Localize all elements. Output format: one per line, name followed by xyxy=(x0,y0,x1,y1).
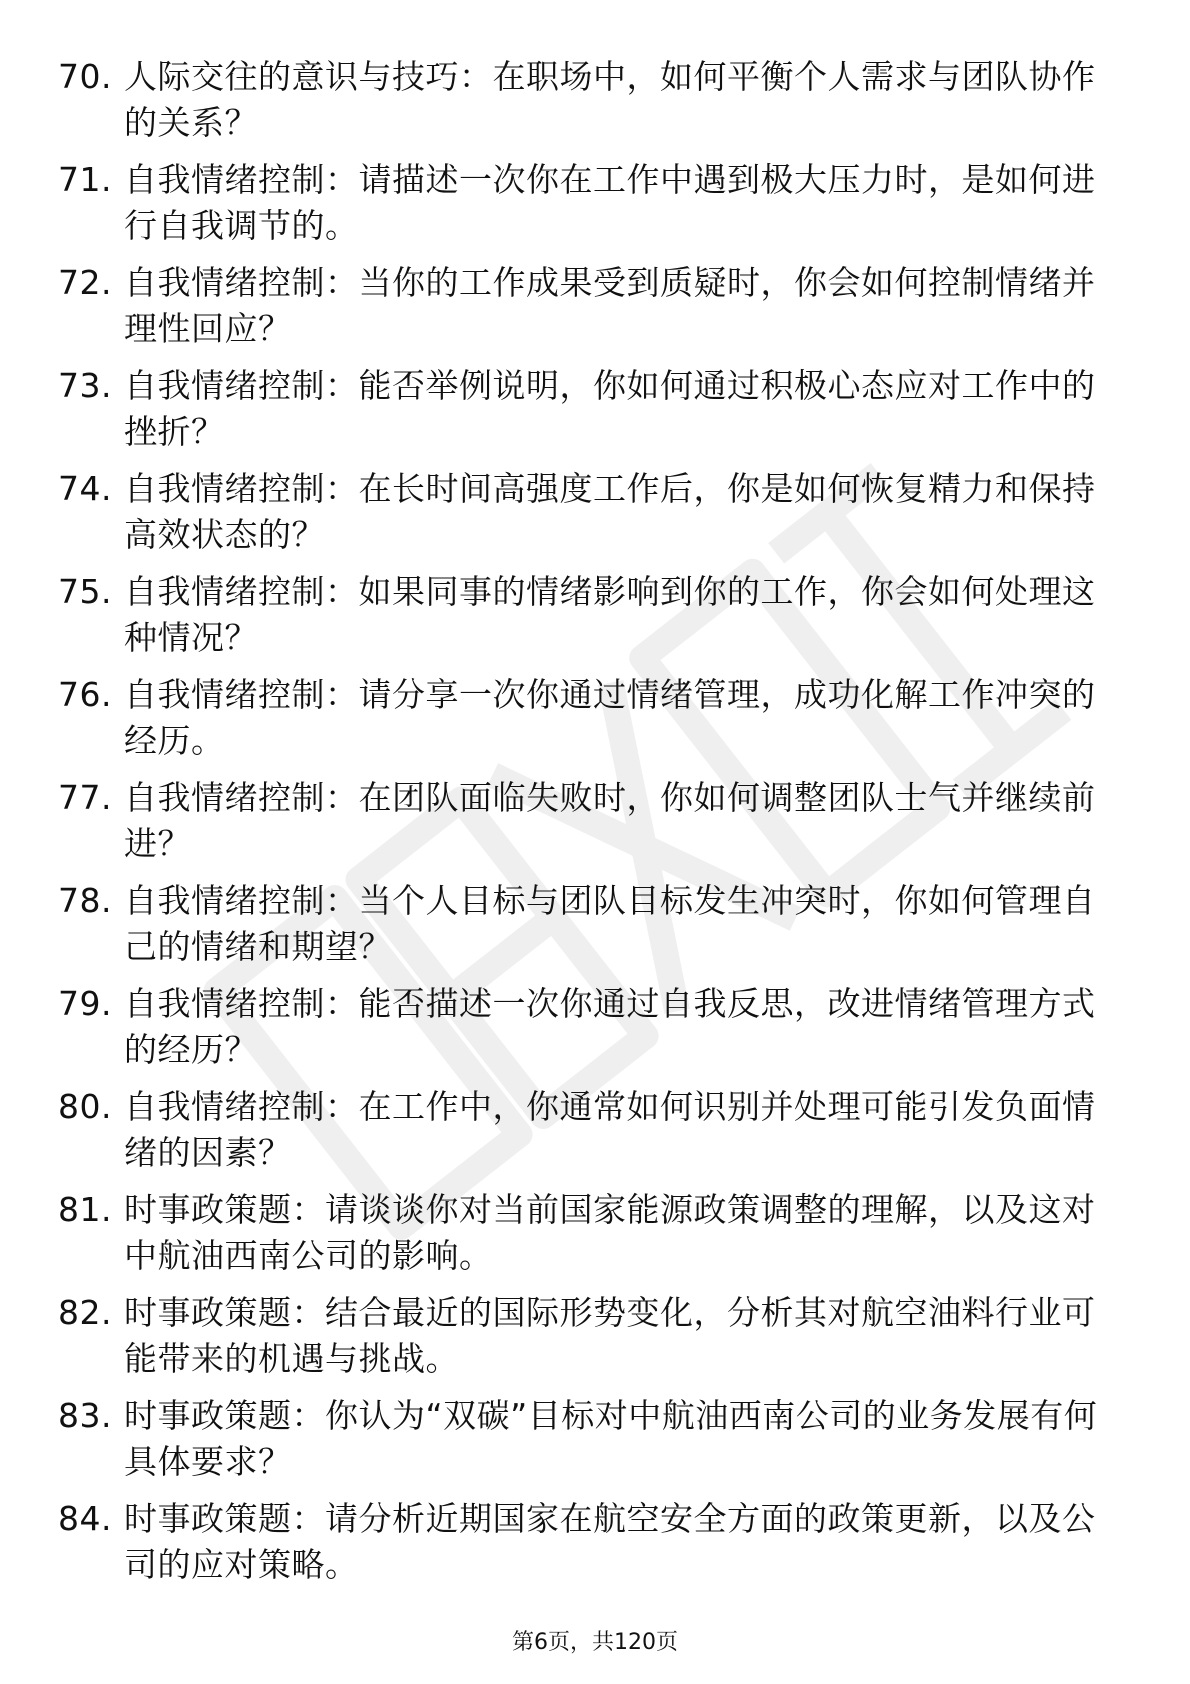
question-text: 自我情绪控制：在团队面临失败时，你如何调整团队士气并继续前进？ xyxy=(124,778,1096,863)
question-text: 时事政策题：你认为“双碳”目标对中航油西南公司的业务发展有何具体要求？ xyxy=(124,1396,1098,1481)
question-number: 73. xyxy=(58,366,112,405)
question-number: 74. xyxy=(58,469,112,508)
question-number: 81. xyxy=(58,1190,112,1229)
question-number: 83. xyxy=(58,1396,112,1435)
question-text: 自我情绪控制：在长时间高强度工作后，你是如何恢复精力和保持高效状态的？ xyxy=(124,469,1096,554)
question-number: 72. xyxy=(58,263,112,302)
question-item xyxy=(58,260,1138,352)
question-number: 80. xyxy=(58,1087,112,1126)
question-item xyxy=(58,1290,1138,1382)
page-number-footer: 第6页，共120页 xyxy=(512,1630,678,1655)
question-text: 自我情绪控制：当你的工作成果受到质疑时，你会如何控制情绪并理性回应？ xyxy=(124,263,1096,348)
question-text: 时事政策题：结合最近的国际形势变化，分析其对航空油料行业可能带来的机遇与挑战。 xyxy=(124,1293,1096,1378)
question-item xyxy=(58,672,1138,764)
question-text: 自我情绪控制：在工作中，你通常如何识别并处理可能引发负面情绪的因素？ xyxy=(124,1087,1096,1172)
question-item xyxy=(58,363,1138,455)
question-text: 自我情绪控制：能否举例说明，你如何通过积极心态应对工作中的挫折？ xyxy=(124,366,1096,451)
question-item xyxy=(58,878,1138,970)
question-text: 自我情绪控制：能否描述一次你通过自我反思，改进情绪管理方式的经历？ xyxy=(124,984,1096,1069)
question-number: 75. xyxy=(58,572,112,611)
question-number: 84. xyxy=(58,1499,112,1538)
question-item xyxy=(58,1393,1138,1485)
question-item xyxy=(58,775,1138,867)
question-item xyxy=(58,466,1138,558)
question-number: 79. xyxy=(58,984,112,1023)
question-item xyxy=(58,54,1138,146)
question-text: 自我情绪控制：如果同事的情绪影响到你的工作，你会如何处理这种情况？ xyxy=(124,572,1096,657)
question-list xyxy=(58,54,1138,1599)
question-text: 自我情绪控制：请描述一次你在工作中遇到极大压力时，是如何进行自我调节的。 xyxy=(124,160,1096,245)
question-text: 人际交往的意识与技巧：在职场中，如何平衡个人需求与团队协作的关系？ xyxy=(124,57,1096,142)
question-text: 自我情绪控制：请分享一次你通过情绪管理，成功化解工作冲突的经历。 xyxy=(124,675,1096,760)
question-text: 自我情绪控制：当个人目标与团队目标发生冲突时，你如何管理自己的情绪和期望？ xyxy=(124,881,1096,966)
question-number: 71. xyxy=(58,160,112,199)
question-number: 82. xyxy=(58,1293,112,1332)
question-number: 70. xyxy=(58,57,112,96)
question-number: 76. xyxy=(58,675,112,714)
question-item xyxy=(58,1187,1138,1279)
question-item xyxy=(58,157,1138,249)
question-number: 78. xyxy=(58,881,112,920)
question-item xyxy=(58,569,1138,661)
question-item xyxy=(58,981,1138,1073)
question-text: 时事政策题：请分析近期国家在航空安全方面的政策更新，以及公司的应对策略。 xyxy=(124,1499,1096,1584)
question-text: 时事政策题：请谈谈你对当前国家能源政策调整的理解，以及这对中航油西南公司的影响。 xyxy=(124,1190,1096,1275)
question-number: 77. xyxy=(58,778,112,817)
question-item xyxy=(58,1496,1138,1588)
question-item xyxy=(58,1084,1138,1176)
